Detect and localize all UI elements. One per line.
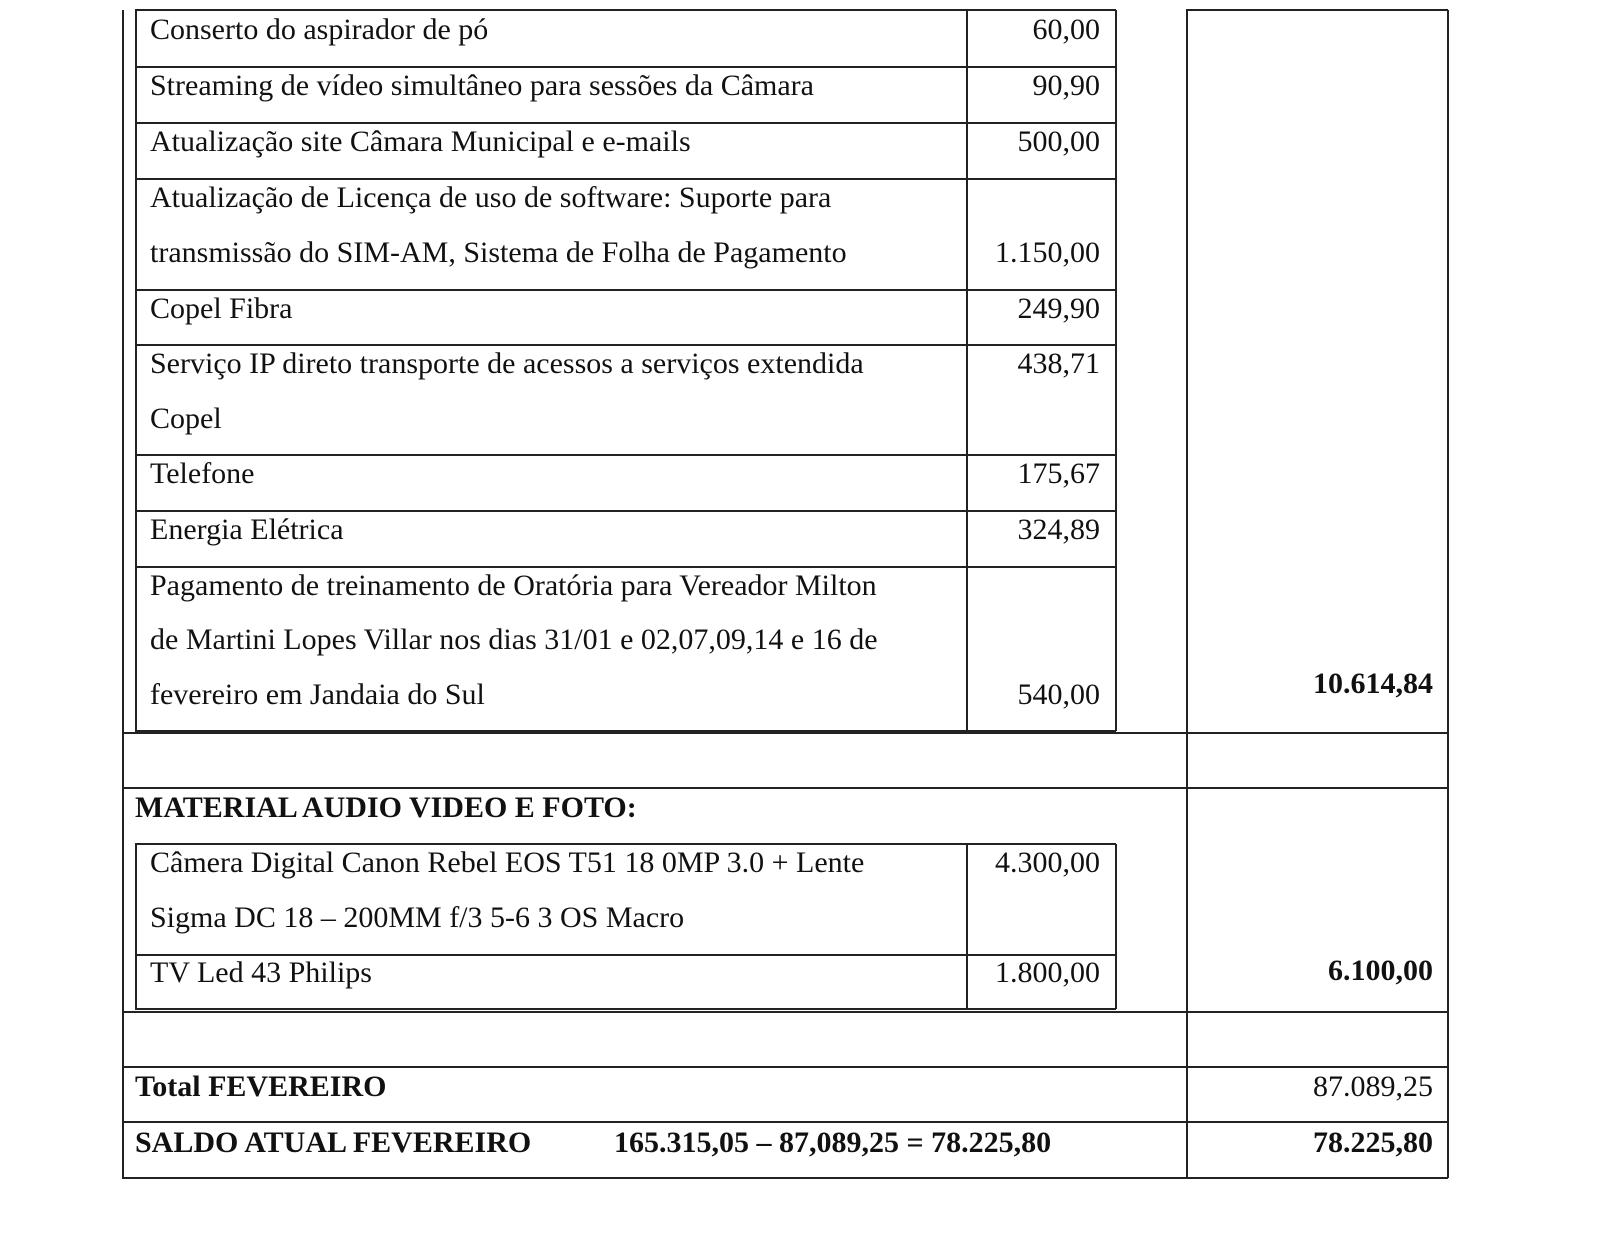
saldo-formula: 165.315,05 – 87,089,25 = 78.225,80 [614, 1126, 1052, 1159]
table-a-left [135, 10, 137, 731]
table-b-right [1115, 844, 1117, 1009]
item-value: 60,00 [1032, 13, 1100, 46]
total-label: Total FEVEREIRO [135, 1070, 387, 1103]
outer-left-border [122, 10, 124, 1178]
table-b-bottom [135, 1008, 1116, 1010]
item-value: 1.800,00 [995, 956, 1100, 989]
item-description: Copel [150, 402, 222, 435]
outer-bottom-border [122, 1177, 1448, 1179]
item-description: transmissão do SIM-AM, Sistema de Folha de Pagamento [150, 236, 847, 269]
outer-top-border [1186, 9, 1448, 11]
item-description: Atualização de Licença de uso de software: Suporte para [150, 181, 832, 214]
item-value: 1.150,00 [995, 236, 1100, 269]
section-b-title: MATERIAL AUDIO VIDEO E FOTO: [135, 791, 637, 824]
subtotal-b: 6.100,00 [1328, 954, 1433, 987]
item-description: Telefone [150, 457, 255, 490]
item-description: de Martini Lopes Villar nos dias 31/01 e 02,07,09,14 e 16 de [150, 623, 878, 656]
item-description: TV Led 43 Philips [150, 956, 372, 989]
item-value: 438,71 [1017, 347, 1100, 380]
item-value: 249,90 [1017, 292, 1100, 325]
item-value: 324,89 [1017, 513, 1100, 546]
outer-row-divider [122, 732, 1448, 734]
item-description: Pagamento de treinamento de Oratória para Vereador Milton [150, 569, 877, 602]
item-description: Sigma DC 18 – 200MM f/3 5-6 3 OS Macro [150, 901, 685, 934]
item-description: fevereiro em Jandaia do Sul [150, 678, 485, 711]
item-value: 540,00 [1017, 678, 1100, 711]
item-description: Conserto do aspirador de pó [150, 13, 489, 46]
item-value: 175,67 [1017, 457, 1100, 490]
item-description: Câmera Digital Canon Rebel EOS T51 18 0MP 3.0 + Lente [150, 846, 865, 879]
total-value: 87.089,25 [1313, 1070, 1433, 1103]
table-a-right [1115, 10, 1117, 731]
outer-row-divider [122, 1011, 1448, 1013]
item-description: Streaming de vídeo simultâneo para sessões da Câmara [150, 69, 814, 102]
item-description: Energia Elétrica [150, 513, 344, 546]
item-description: Copel Fibra [150, 292, 293, 325]
outer-right-border [1447, 10, 1449, 1178]
item-value: 500,00 [1017, 125, 1100, 158]
item-value: 4.300,00 [995, 846, 1100, 879]
item-description: Serviço IP direto transporte de acessos a serviços extendida [150, 347, 864, 380]
saldo-label: SALDO ATUAL FEVEREIRO [135, 1126, 532, 1159]
totals-column-border [1186, 10, 1188, 1178]
subtotal-a: 10.614,84 [1313, 667, 1433, 700]
item-description: Atualização site Câmara Municipal e e-mails [150, 125, 691, 158]
saldo-value: 78.225,80 [1313, 1126, 1433, 1159]
item-value: 90,90 [1032, 69, 1100, 102]
table-b-left [135, 844, 137, 1009]
